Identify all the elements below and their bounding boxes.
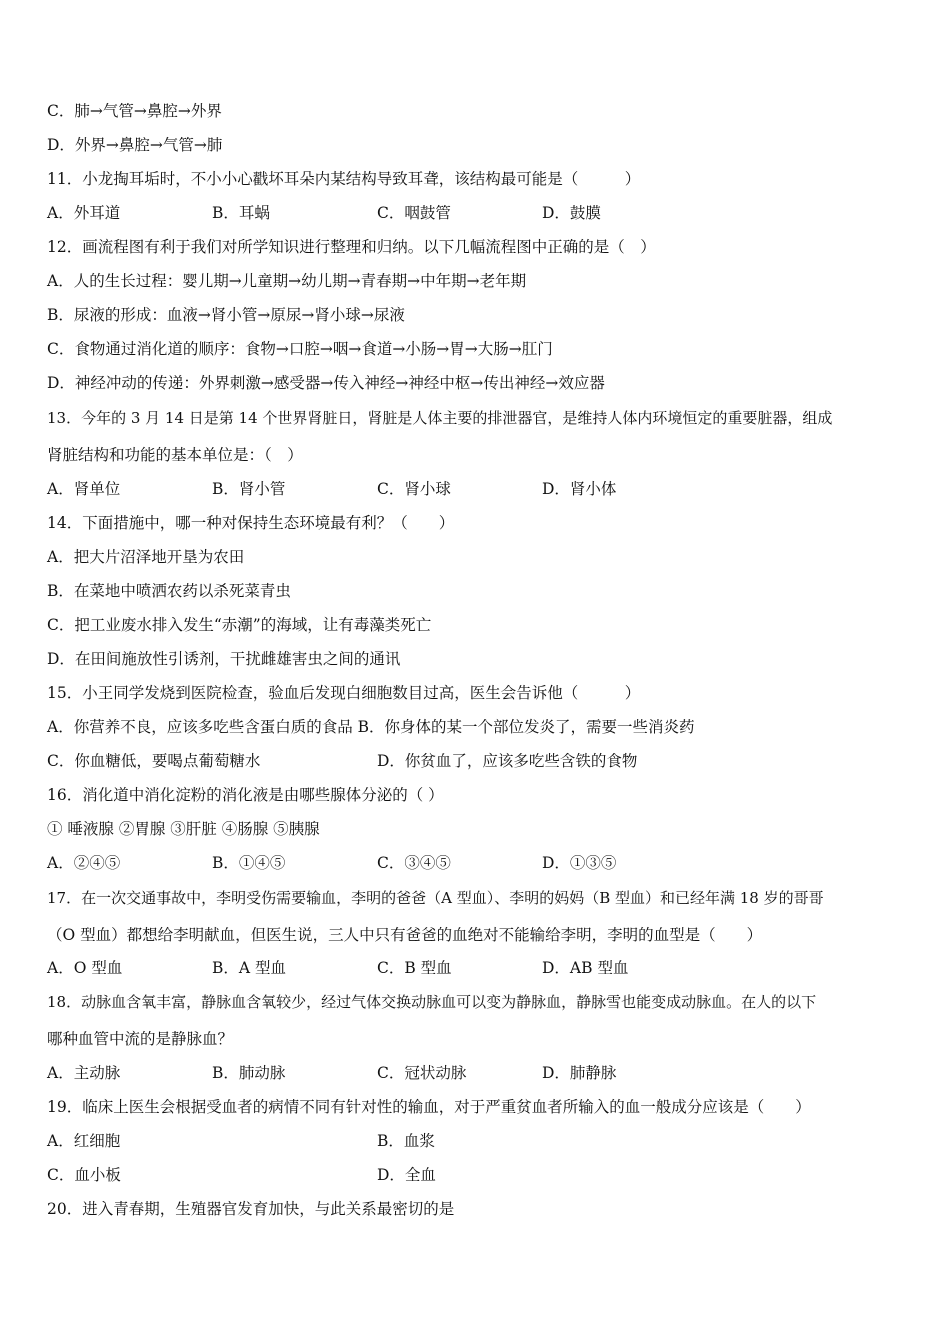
q12-option-c: C．食物通过消化道的顺序：食物→口腔→咽→食道→小肠→胃→大肠→肛门 [47, 340, 553, 358]
q11-option-b: B．耳蜗 [212, 204, 270, 222]
q16-option-a: A．②④⑤ [47, 854, 121, 872]
q12-stem: 12．画流程图有利于我们对所学知识进行整理和归纳。以下几幅流程图中正确的是（ ） [47, 238, 656, 256]
q20-stem: 20．进入青春期，生殖器官发育加快，与此关系最密切的是 [47, 1200, 455, 1218]
q15-option-c: C．你血糖低，要喝点葡萄糖水 [47, 752, 261, 770]
q13-stem-line1: 13．今年的 3 月 14 日是第 14 个世界肾脏日，肾脏是人体主要的排泄器官，是维持人体内环境恒定的重要脏器，组成 [47, 409, 833, 427]
q17-option-b: B．A 型血 [212, 959, 287, 977]
q13-stem-line2: 肾脏结构和功能的基本单位是：（ ） [47, 446, 303, 464]
q13-option-a: A．肾单位 [47, 480, 121, 498]
q12-option-b: B．尿液的形成：血液→肾小管→原尿→肾小球→尿液 [47, 306, 405, 324]
q14-option-b: B．在菜地中喷洒农药以杀死菜青虫 [47, 582, 291, 600]
q17-stem-line2: （O 型血）都想给李明献血，但医生说，三人中只有爸爸的血绝对不能输给李明，李明的血型是（ ） [47, 926, 763, 944]
q11-option-d: D．鼓膜 [542, 204, 601, 222]
q12-option-d: D．神经冲动的传递：外界刺激→感受器→传入神经→神经中枢→传出神经→效应器 [47, 374, 605, 392]
q16-stem: 16．消化道中消化淀粉的消化液是由哪些腺体分泌的（ ） [47, 786, 444, 804]
q10-option-d: D．外界→鼻腔→气管→肺 [47, 136, 223, 154]
q13-option-d: D．肾小体 [542, 480, 617, 498]
q18-option-c: C．冠状动脉 [377, 1064, 467, 1082]
q19-option-a: A．红细胞 [47, 1132, 121, 1150]
q14-option-a: A．把大片沼泽地开垦为农田 [47, 548, 245, 566]
q12-option-a: A．人的生长过程：婴儿期→儿童期→幼儿期→青春期→中年期→老年期 [47, 272, 527, 290]
q17-option-c: C．B 型血 [377, 959, 452, 977]
q10-option-c: C．肺→气管→鼻腔→外界 [47, 102, 222, 120]
q15-option-d: D．你贫血了，应该多吃些含铁的食物 [377, 752, 638, 770]
q15-options-ab: A．你营养不良，应该多吃些含蛋白质的食品 B．你身体的某一个部位发炎了，需要一些消炎药 [47, 718, 695, 736]
q17-option-d: D．AB 型血 [542, 959, 629, 977]
q14-stem: 14．下面措施中，哪一种对保持生态环境最有利？（ ） [47, 514, 455, 532]
q13-option-c: C．肾小球 [377, 480, 451, 498]
q19-option-d: D．全血 [377, 1166, 436, 1184]
q11-stem: 11．小龙掏耳垢时，不小小心戳坏耳朵内某结构导致耳聋，该结构最可能是（ ） [47, 170, 641, 188]
q15-stem: 15．小王同学发烧到医院检查，验血后发现白细胞数目过高，医生会告诉他（ ） [47, 684, 641, 702]
q19-option-c: C．血小板 [47, 1166, 121, 1184]
q16-option-b: B．①④⑤ [212, 854, 286, 872]
q17-option-a: A．O 型血 [47, 959, 123, 977]
q14-option-d: D．在田间施放性引诱剂，干扰雌雄害虫之间的通讯 [47, 650, 401, 668]
q11-option-c: C．咽鼓管 [377, 204, 451, 222]
q17-stem-line1: 17．在一次交通事故中，李明受伤需要输血，李明的爸爸（A 型血）、李明的妈妈（B 型血）和已经年满 18 岁的哥哥 [47, 889, 824, 907]
q18-option-d: D．肺静脉 [542, 1064, 617, 1082]
q16-glands-list: ① 唾液腺 ②胃腺 ③肝脏 ④肠腺 ⑤胰腺 [47, 820, 320, 838]
q16-option-c: C．③④⑤ [377, 854, 451, 872]
q19-option-b: B．血浆 [377, 1132, 435, 1150]
q14-option-c: C．把工业废水排入发生“赤潮”的海域，让有毒藻类死亡 [47, 616, 432, 634]
q11-option-a: A．外耳道 [47, 204, 121, 222]
q13-option-b: B．肾小管 [212, 480, 286, 498]
q18-option-b: B．肺动脉 [212, 1064, 286, 1082]
q19-stem: 19．临床上医生会根据受血者的病情不同有针对性的输血，对于严重贫血者所输入的血一般成分应该是（ ） [47, 1098, 811, 1116]
q18-option-a: A．主动脉 [47, 1064, 121, 1082]
q18-stem-line2: 哪种血管中流的是静脉血？ [47, 1030, 234, 1048]
q18-stem-line1: 18．动脉血含氧丰富，静脉血含氧较少，经过气体交换动脉血可以变为静脉血，静脉雪也能变成动脉血。在人的以下 [47, 993, 817, 1011]
q16-option-d: D．①③⑤ [542, 854, 617, 872]
